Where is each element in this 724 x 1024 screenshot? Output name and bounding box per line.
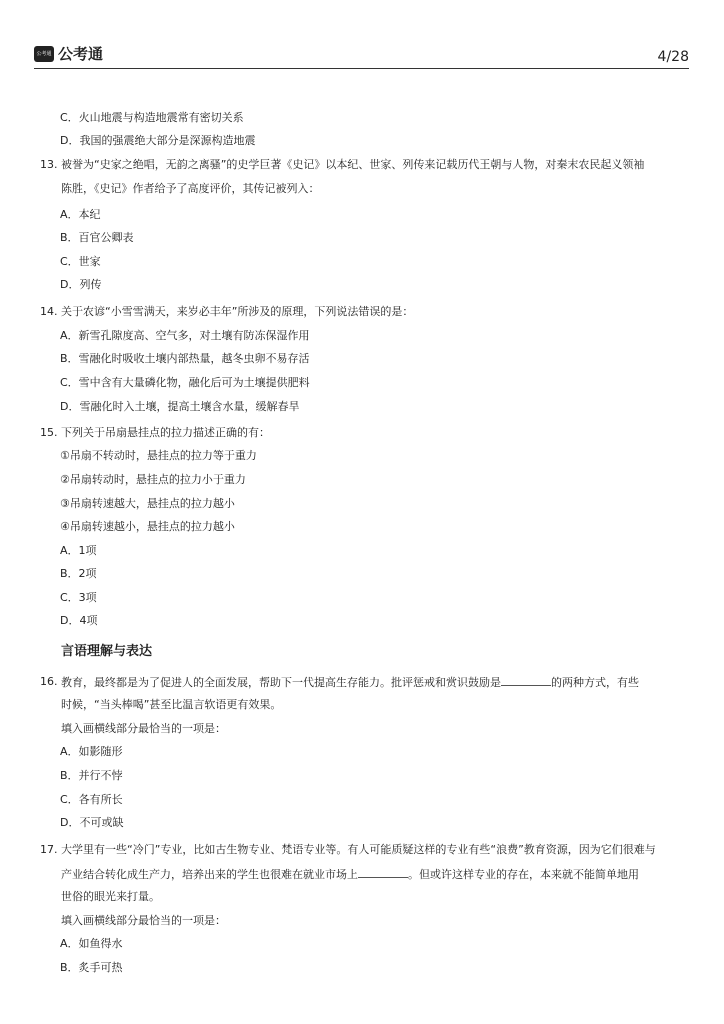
q13-stem-line1: 被誉为“史家之绝唱，无韵之离骚”的史学巨著《史记》以本纪、世家、列传来记载历代王朝与人物，对秦末农民起义领袖	[61, 158, 645, 171]
q15-statement-2: ②吊扇转动时，悬挂点的拉力小于重力	[60, 473, 246, 486]
q17-option-a: A．如鱼得水	[60, 937, 123, 950]
q17-stem-after-blank: 。但或许这样专业的存在，本来就不能简单地用	[408, 868, 639, 881]
q14-option-d: D．雪融化时入土壤，提高土壤含水量，缓解春旱	[60, 400, 300, 413]
q15-option-b: B．2项	[60, 567, 97, 580]
q16-stem-line2: 时候，“当头棒喝”甚至比温言软语更有效果。	[61, 698, 282, 711]
page-header	[34, 44, 689, 69]
q15-number: 15.	[40, 426, 58, 439]
q16-option-b: B．并行不悖	[60, 769, 123, 782]
q17-option-b: B．炙手可热	[60, 961, 123, 974]
q15-stem: 下列关于吊扇悬挂点的拉力描述正确的有：	[61, 426, 270, 439]
q15-statement-1: ①吊扇不转动时，悬挂点的拉力等于重力	[60, 449, 257, 462]
q13-option-b: B．百官公卿表	[60, 231, 134, 244]
q14-option-c: C．雪中含有大量磷化物，融化后可为土壤提供肥料	[60, 376, 310, 389]
q17-number: 17.	[40, 843, 58, 856]
logo-text: 公考通	[58, 45, 104, 63]
q15-statement-3: ③吊扇转速越大，悬挂点的拉力越小	[60, 497, 235, 510]
q15-option-a: A．1项	[60, 544, 97, 557]
q16-stem-before-blank: 教育，最终都是为了促进人的全面发展，帮助下一代提高生存能力。批评惩戒和赏识鼓励是	[61, 676, 501, 689]
q17-stem-before-blank: 产业结合转化成生产力，培养出来的学生也很难在就业市场上	[61, 868, 358, 881]
q14-option-b: B．雪融化时吸收土壤内部热量，越冬虫卵不易存活	[60, 352, 310, 365]
q15-option-c: C．3项	[60, 591, 97, 604]
q13-stem-line2: 陈胜，《史记》作者给予了高度评价，其传记被列入：	[61, 182, 320, 195]
q16-prompt: 填入画横线部分最恰当的一项是：	[61, 722, 226, 735]
q17-stem-line2	[61, 866, 639, 883]
q14-option-a: A．新雪孔隙度高、空气多，对土壤有防冻保湿作用	[60, 329, 310, 342]
q16-blank	[501, 674, 551, 686]
q17-stem-line1: 大学里有一些“冷门”专业，比如古生物专业、梵语专业等。有人可能质疑这样的专业有些“浪费”教育资源，因为它们很难与	[61, 843, 656, 856]
q12-option-d: D．我国的强震绝大部分是深源构造地震	[60, 134, 256, 147]
q17-blank	[358, 866, 408, 878]
q13-option-a: A．本纪	[60, 208, 101, 221]
q13-option-d: D．列传	[60, 278, 102, 291]
q16-option-d: D．不可或缺	[60, 816, 124, 829]
q17-stem-line3: 世俗的眼光来打量。	[61, 890, 160, 903]
q16-option-a: A．如影随形	[60, 745, 123, 758]
q14-number: 14.	[40, 305, 58, 318]
q13-option-c: C．世家	[60, 255, 101, 268]
q16-number: 16.	[40, 675, 58, 688]
section-title: 言语理解与表达	[61, 644, 153, 659]
q16-stem-after-blank: 的两种方式，有些	[551, 676, 639, 689]
page-number: 4/28	[657, 49, 689, 65]
q16-stem-line1	[61, 674, 639, 691]
logo-badge: 公考通	[34, 46, 54, 62]
q17-prompt: 填入画横线部分最恰当的一项是：	[61, 914, 226, 927]
q16-option-c: C．各有所长	[60, 793, 123, 806]
q12-option-c: C．火山地震与构造地震常有密切关系	[60, 111, 244, 124]
q14-stem: 关于农谚“小雪雪满天，来岁必丰年”所涉及的原理，下列说法错误的是：	[61, 305, 414, 318]
q15-statement-4: ④吊扇转速越小，悬挂点的拉力越小	[60, 520, 235, 533]
q15-option-d: D．4项	[60, 614, 98, 627]
q13-number: 13.	[40, 158, 58, 171]
